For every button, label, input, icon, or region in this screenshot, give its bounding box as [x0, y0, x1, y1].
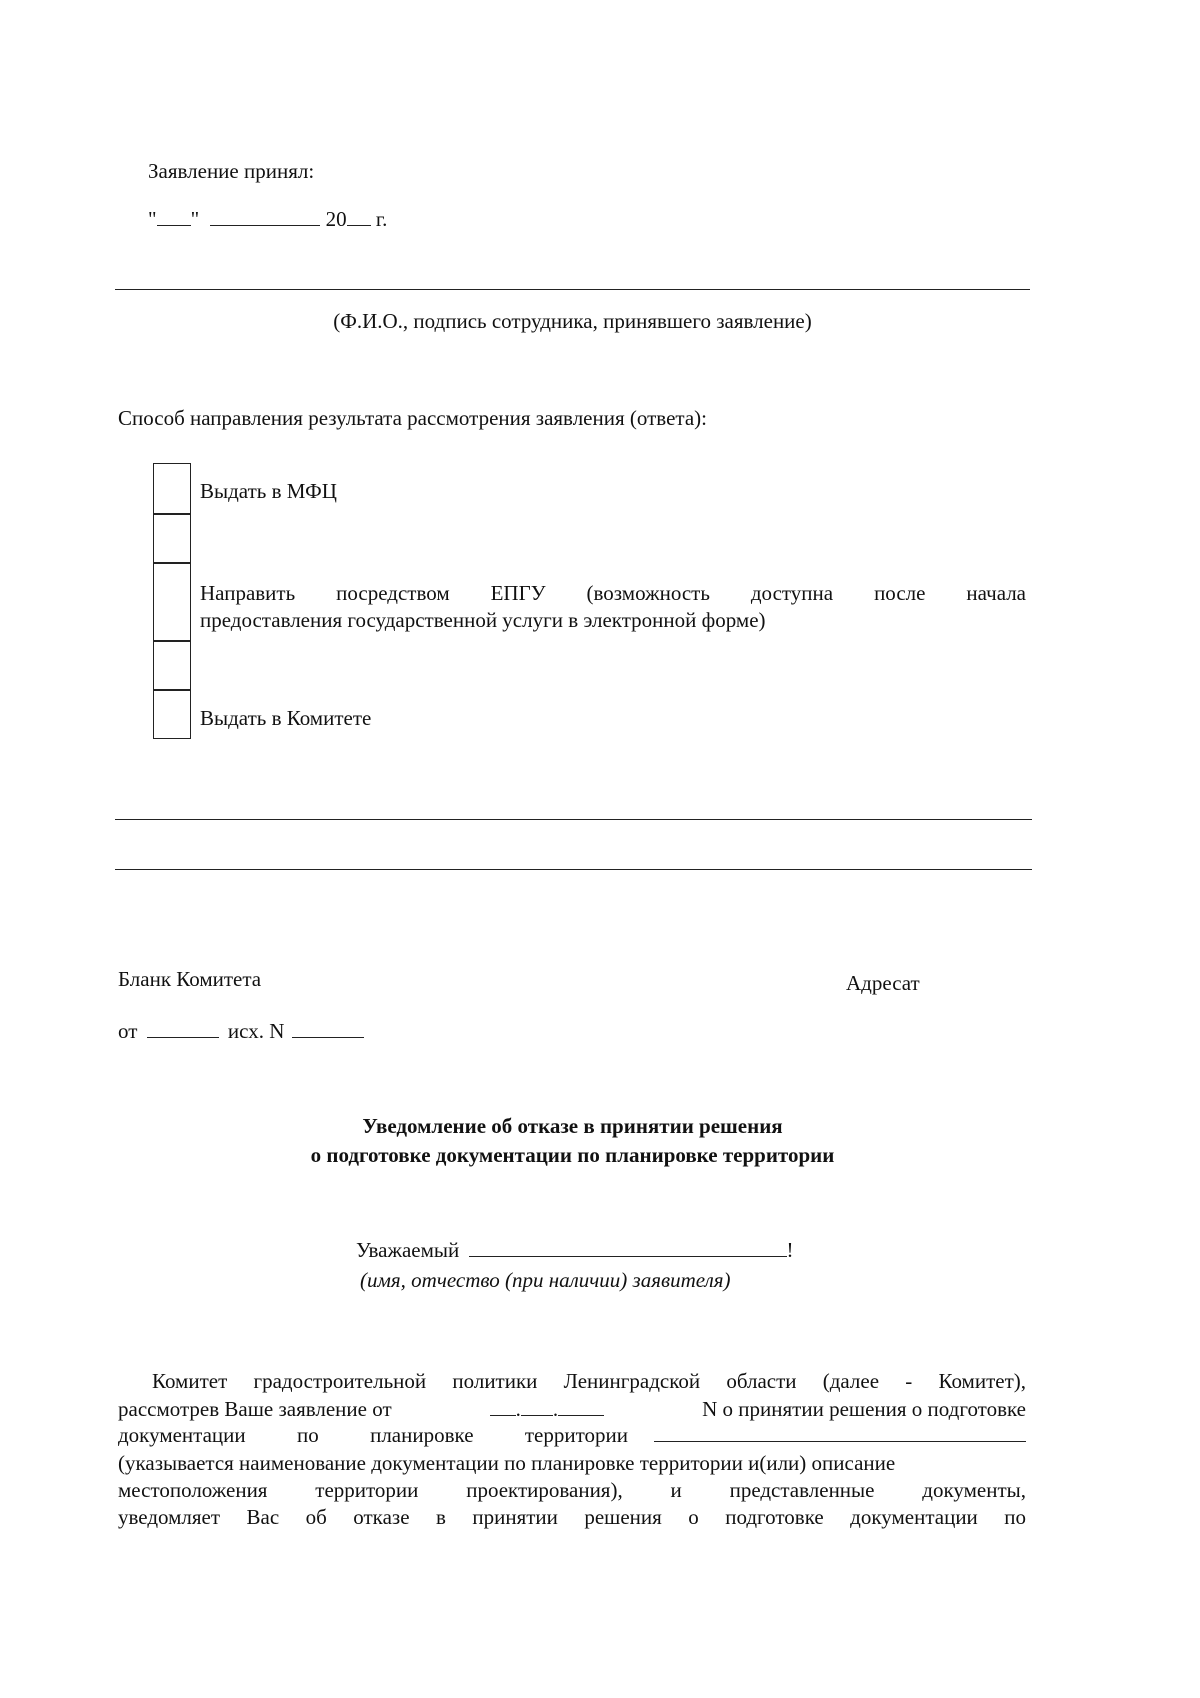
acceptance-date-field	[148, 206, 387, 232]
checkbox-spacer-2	[153, 640, 191, 691]
body-line-2-end: N о принятии решения о подготовке	[702, 1397, 1026, 1421]
body-line-3-text: документации по планировке территории	[118, 1423, 628, 1447]
date-quote-open: "	[148, 207, 157, 231]
body-line-2	[118, 1396, 1026, 1422]
date-quote-close: "	[190, 207, 200, 231]
date-year: 20	[325, 207, 347, 231]
notice-title-line2: о подготовке документации по планировке территории	[310, 1143, 835, 1167]
body-line-1: Комитет градостроительной политики Ленинградской области (далее - Комитет),	[152, 1369, 1026, 1393]
outgoing-number-field	[118, 1018, 364, 1044]
notice-title-line1: Уведомление об отказе в принятии решения	[362, 1114, 783, 1138]
addressee-label: Адресат	[846, 971, 920, 995]
date-suffix: г.	[375, 207, 388, 231]
greeting-caption: (имя, отчество (при наличии) заявителя)	[360, 1268, 731, 1292]
checkbox-epgu[interactable]	[153, 562, 191, 642]
signature-line	[115, 289, 1030, 290]
documentation-name-blank	[654, 1423, 1026, 1442]
out-number-label: исх. N	[227, 1019, 285, 1043]
body-line-4: (указывается наименование документации по планировке территории и(или) описание	[118, 1451, 896, 1475]
greeting-label: Уважаемый	[356, 1238, 460, 1262]
body-line-3	[118, 1422, 1026, 1448]
checkbox-mfc[interactable]	[153, 463, 191, 515]
body-line-5: местоположения территории проектирования), и представленные документы,	[118, 1478, 1026, 1502]
from-label: от	[118, 1019, 138, 1043]
greeting-line	[356, 1237, 794, 1263]
option-committee-label: Выдать в Комитете	[200, 706, 372, 730]
option-mfc-label: Выдать в МФЦ	[200, 479, 337, 503]
app-month-blank	[521, 1397, 553, 1416]
app-day-blank	[490, 1397, 516, 1416]
checkbox-spacer-1	[153, 513, 191, 564]
body-line-6: уведомляет Вас об отказе в принятии решения о подготовке документации по	[118, 1505, 1026, 1529]
day-blank	[157, 207, 191, 226]
delivery-heading: Способ направления результата рассмотрения заявления (ответа):	[118, 406, 707, 430]
year-blank	[347, 207, 371, 226]
option-epgu-label-line2: предоставления государственной услуги в электронной форме)	[200, 608, 766, 632]
signature-caption: (Ф.И.О., подпись сотрудника, принявшего заявление)	[333, 309, 812, 333]
body-line-2-start: рассмотрев Ваше заявление от	[118, 1397, 392, 1421]
option-epgu-label-line1: Направить посредством ЕПГУ (возможность доступна после начала	[200, 581, 1026, 605]
accepted-label: Заявление принял:	[148, 159, 315, 183]
checkbox-committee[interactable]	[153, 689, 191, 739]
month-blank	[210, 207, 320, 226]
applicant-name-blank	[469, 1238, 787, 1257]
application-date-blanks: . .	[490, 1396, 605, 1422]
greeting-end: !	[786, 1238, 794, 1262]
from-date-blank	[147, 1019, 219, 1038]
blank-line-2	[115, 869, 1032, 870]
app-year-blank	[558, 1397, 604, 1416]
blank-line-1	[115, 819, 1032, 820]
out-number-blank	[292, 1019, 364, 1038]
committee-blank-label: Бланк Комитета	[118, 967, 262, 991]
